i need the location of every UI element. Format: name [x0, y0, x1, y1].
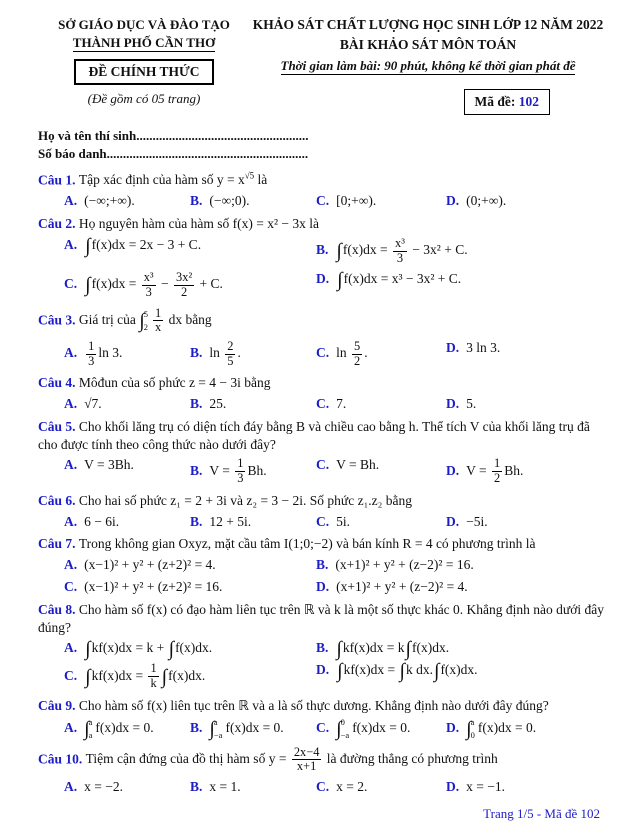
integral-sign: ∫ — [85, 638, 91, 661]
option-text: x = −1. — [466, 778, 505, 794]
option-B — [190, 191, 316, 211]
question-7 — [38, 535, 606, 596]
fraction — [174, 271, 194, 299]
option-D — [316, 269, 606, 301]
integral-upper-bound: 0 — [340, 716, 345, 727]
option-B — [190, 455, 316, 487]
option-text: −5i. — [466, 513, 488, 529]
fraction-numerator: 3x² — [176, 270, 193, 285]
option-A — [64, 777, 190, 797]
integral-bounds — [144, 310, 148, 332]
option-C — [316, 191, 446, 211]
fraction-numerator: 5 — [354, 338, 361, 353]
option-letter: C. — [64, 578, 78, 594]
question-10 — [38, 745, 606, 797]
integral-sign: ∫ — [336, 717, 342, 740]
option-letter: B. — [190, 395, 203, 411]
option-text: ∫f(x)dx = x³ − 3x² + C. — [337, 269, 462, 292]
options-row — [38, 455, 606, 487]
option-letter: D. — [446, 395, 460, 411]
fraction — [225, 340, 235, 368]
integral — [466, 718, 478, 740]
question-stem-text: Tập xác định của hàm số $y = x^{√5}$ là — [78, 170, 268, 188]
option-A — [64, 191, 190, 211]
options-row — [38, 512, 606, 532]
option-A — [64, 394, 190, 414]
option-text: V = 3Bh. — [84, 457, 134, 473]
fraction-numerator: 2 — [227, 338, 234, 353]
option-text: √7. — [84, 395, 102, 411]
option-letter: A. — [64, 557, 78, 573]
option-letter: C. — [64, 276, 78, 292]
page-footer: Trang 1/5 - Mã đề 102 — [483, 805, 600, 821]
radicand: 7 — [91, 395, 99, 411]
question-stem — [38, 171, 606, 189]
integral-upper-bound: 5 — [143, 308, 148, 319]
option-letter: A. — [64, 457, 78, 473]
question-stem-text: Cho hàm số f(x) liên tục trên ℝ và a là số thực dương. Khẳng định nào dưới đây đúng? — [78, 697, 549, 713]
question-8 — [38, 601, 606, 693]
option-text: ∫ a a f(x)dx = 0. — [84, 716, 154, 741]
option-C — [316, 512, 446, 532]
option-D — [446, 717, 606, 741]
option-letter: C. — [64, 667, 78, 683]
option-text: ∫kf(x)dx = k∫f(x)dx. — [336, 638, 450, 661]
option-letter: A. — [64, 640, 78, 656]
option-A — [64, 338, 190, 370]
integral — [139, 310, 151, 332]
integral-bounds — [471, 718, 475, 740]
option-text: [0;+∞). — [336, 193, 377, 209]
option-C — [64, 577, 316, 597]
question-stem-text: Cho hàm số f(x) có đạo hàm liên tục trên ℝ và k là một số thực khác 0. Khẳng định nào dưới đây đúng? — [38, 601, 604, 635]
option-text: ∫ a 0 f(x)dx = 0. — [466, 716, 537, 741]
option-letter: C. — [316, 778, 330, 794]
option-text: ln $\frac{5}{2}$ . — [336, 338, 368, 368]
question-label: Câu 1. — [38, 172, 79, 188]
fraction — [393, 237, 407, 265]
option-text: 12 + 5i. — [209, 513, 252, 529]
option-letter: D. — [446, 513, 460, 529]
option-text: ∫kf(x)dx = $\frac{1}{k}$ ∫f(x)dx. — [85, 661, 206, 691]
options-row — [38, 555, 606, 575]
question-4 — [38, 374, 606, 414]
question-label: Câu 4. — [38, 375, 79, 391]
integral-lower-bound: −a — [213, 730, 223, 741]
option-letter: D. — [446, 778, 460, 794]
option-text: 3 ln 3. — [466, 339, 501, 355]
question-stem-text: Cho khối lăng trụ có diện tích đáy bằng B và chiều cao bằng h. Thể tích V của khối lăng trụ đã cho được tính theo công thức nào dưới đây? — [38, 418, 590, 452]
option-text: (x+1)² + y² + (z−2)² = 16. — [335, 557, 474, 573]
official-exam-box: ĐỀ CHÍNH THỨC — [74, 59, 213, 85]
option-text: x = 1. — [209, 778, 241, 794]
question-stem — [38, 697, 606, 715]
option-letter: D. — [316, 578, 330, 594]
option-letter: D. — [316, 662, 330, 678]
question-label: Câu 9. — [38, 697, 79, 713]
question-label: Câu 5. — [38, 418, 79, 434]
superscript: √5 — [244, 170, 255, 181]
options-row — [38, 338, 606, 370]
option-letter: A. — [64, 395, 78, 411]
exam-code-value: 102 — [518, 93, 539, 109]
fraction — [86, 340, 96, 368]
question-stem-text: Cho hai số phức z₁ = 2 + 3i và z₂ = 3 − 2i. Số phức z₁.z₂ bằng — [78, 492, 413, 508]
fraction — [235, 457, 245, 485]
option-text: 25. — [209, 395, 227, 411]
option-text: ln $\frac{2}{5}$ . — [209, 338, 241, 368]
option-C — [316, 777, 446, 797]
question-stem — [38, 306, 606, 336]
option-letter: A. — [64, 193, 78, 209]
exam-duration: Thời gian làm bài: 90 phút, không kể thời gian phát đề — [280, 57, 576, 73]
fraction-denominator: 3 — [88, 353, 95, 368]
option-C — [64, 660, 316, 692]
options-row — [38, 638, 606, 661]
option-letter: B. — [316, 640, 329, 656]
option-text: (−∞;+∞). — [84, 193, 135, 209]
fraction-numerator: 2x−4 — [293, 744, 320, 759]
option-letter: A. — [64, 719, 78, 735]
option-text: (−∞;0). — [209, 193, 250, 209]
question-stem — [38, 374, 606, 392]
option-B — [316, 638, 606, 661]
option-letter: C. — [316, 395, 330, 411]
option-A — [64, 555, 316, 575]
fraction — [492, 457, 502, 485]
integral-lower-bound: 2 — [143, 322, 148, 333]
option-A — [64, 638, 316, 661]
option-text: V = Bh. — [336, 457, 380, 473]
exam-code-label: Mã đề: — [474, 93, 516, 109]
fraction-denominator: k — [150, 676, 157, 691]
option-letter: C. — [316, 513, 330, 529]
options-row — [38, 577, 606, 597]
option-letter: C. — [316, 345, 330, 361]
integral-sign: ∫ — [84, 717, 90, 740]
question-label: Câu 6. — [38, 492, 79, 508]
integral-upper-bound: a — [470, 716, 475, 727]
option-C — [316, 338, 446, 370]
fraction-numerator: 1 — [154, 305, 162, 320]
question-6 — [38, 492, 606, 532]
integral-sign: ∫ — [209, 717, 215, 740]
option-D — [446, 512, 606, 532]
question-stem-text: Họ nguyên hàm của hàm số f(x) = x² − 3x là — [78, 216, 319, 232]
option-text: ∫ 0 −a f(x)dx = 0. — [336, 716, 411, 741]
integral-sign: ∫ — [336, 240, 342, 263]
option-text: 5i. — [336, 513, 351, 529]
option-D — [446, 191, 606, 211]
exam-subject: BÀI KHẢO SÁT MÔN TOÁN — [339, 36, 517, 52]
fraction-numerator: x³ — [143, 270, 154, 285]
options-row — [38, 235, 606, 267]
option-letter: B. — [190, 778, 203, 794]
option-text: (x−1)² + y² + (z+2)² = 16. — [84, 578, 223, 594]
option-text: ∫f(x)dx = $\frac{\text{x³}}{3}$ − 3x² + C. — [336, 235, 468, 265]
integral-sign: ∫ — [336, 638, 342, 661]
integral-sign: ∫ — [85, 274, 91, 297]
pages-note: (Đề gồm có 05 trang) — [87, 91, 201, 107]
fraction-denominator: x+1 — [296, 759, 317, 774]
integral-bounds — [341, 718, 350, 740]
option-D — [446, 338, 606, 370]
option-letter: B. — [316, 557, 329, 573]
option-B — [190, 777, 316, 797]
integral-sign: ∫ — [405, 638, 411, 661]
option-B — [190, 717, 316, 741]
integral-bounds — [89, 718, 93, 740]
option-D — [446, 394, 606, 414]
fraction — [292, 746, 322, 774]
option-B — [190, 394, 316, 414]
questions — [38, 171, 606, 797]
option-letter: C. — [316, 719, 330, 735]
fraction-denominator: 3 — [237, 471, 244, 486]
option-letter: A. — [64, 778, 78, 794]
fraction-numerator: 1 — [494, 456, 501, 471]
option-text: ∫f(x)dx = 2x − 3 + C. — [85, 234, 202, 257]
fraction — [148, 662, 158, 690]
fraction-numerator: x³ — [394, 235, 405, 250]
options-row — [38, 394, 606, 414]
option-text: ∫kf(x)dx = k + ∫f(x)dx. — [85, 638, 213, 661]
question-3 — [38, 306, 606, 371]
option-A — [64, 455, 190, 487]
options-row — [38, 717, 606, 741]
option-A — [64, 512, 190, 532]
option-C — [316, 717, 446, 741]
header-left — [38, 16, 250, 115]
option-letter: B. — [316, 242, 329, 258]
option-letter: A. — [64, 345, 78, 361]
integral-sign: ∫ — [85, 665, 91, 688]
option-letter: A. — [64, 236, 78, 252]
official-box-wrap — [38, 52, 250, 85]
integral-sign: ∫ — [168, 638, 175, 661]
option-A — [64, 235, 316, 267]
option-letter: B. — [190, 345, 203, 361]
integral — [209, 718, 225, 740]
candidate-section — [38, 127, 606, 163]
header — [38, 16, 606, 115]
integral-sign: ∫ — [466, 717, 472, 740]
option-text: (0;+∞). — [466, 193, 507, 209]
integral-upper-bound: a — [88, 716, 93, 727]
fraction-denominator: 3 — [145, 284, 152, 299]
integral-lower-bound: 0 — [470, 730, 475, 741]
question-stem-text: Môđun của số phức z = 4 − 3i bằng — [78, 375, 271, 391]
option-B — [190, 338, 316, 370]
option-text: ∫ a −a f(x)dx = 0. — [209, 716, 284, 741]
fraction-denominator: 2 — [181, 284, 188, 299]
integral-bounds — [214, 718, 223, 740]
option-text: (x+1)² + y² + (z−2)² = 4. — [336, 578, 468, 594]
question-9 — [38, 697, 606, 741]
option-C — [316, 455, 446, 487]
option-text: (x−1)² + y² + (z+2)² = 4. — [84, 557, 216, 573]
question-5 — [38, 418, 606, 488]
fraction — [142, 271, 156, 299]
candidate-name-line: Họ và tên thí sinh..................................................... — [38, 127, 309, 143]
fraction-denominator: 3 — [396, 250, 404, 265]
option-D — [316, 660, 606, 692]
integral-sign: ∫ — [85, 234, 91, 257]
option-text: x = 2. — [336, 778, 368, 794]
option-B — [316, 235, 606, 267]
option-C — [64, 269, 316, 301]
question-stem — [38, 745, 606, 775]
option-letter: A. — [64, 513, 78, 529]
option-letter: C. — [316, 193, 330, 209]
integral-sign: ∫ — [399, 660, 405, 683]
option-letter: B. — [190, 193, 203, 209]
header-right — [250, 16, 606, 115]
question-stem-text: Tiệm cận đứng của đồ thị hàm số y = $\frac{2x-4}{x+1}$ là đường thẳng có phương trình — [85, 744, 498, 774]
exam-code-row — [250, 89, 606, 115]
option-letter: D. — [446, 193, 460, 209]
option-text: $\frac{1}{3}$ ln 3. — [88, 338, 123, 368]
option-A — [64, 717, 190, 741]
options-row — [38, 191, 606, 211]
option-B — [190, 512, 316, 532]
question-stem — [38, 535, 606, 553]
radical-sign: √ — [84, 395, 92, 411]
option-text: 5. — [466, 395, 477, 411]
option-text: 6 − 6i. — [84, 513, 120, 529]
question-stem — [38, 418, 606, 454]
options-row — [38, 777, 606, 797]
exam-title: KHẢO SÁT CHẤT LƯỢNG HỌC SINH LỚP 12 NĂM 2022 — [252, 17, 604, 32]
option-text: x = −2. — [84, 778, 123, 794]
fraction-numerator: 1 — [150, 661, 157, 676]
integral-sign: ∫ — [161, 665, 168, 688]
candidate-id-line: Số báo danh.............................................................. — [38, 145, 309, 161]
option-text: V = $\frac{1}{2}$ Bh. — [466, 456, 524, 486]
option-text: ∫kf(x)dx = ∫k dx.∫f(x)dx. — [337, 660, 478, 683]
question-1 — [38, 171, 606, 211]
integral-lower-bound: a — [88, 730, 93, 741]
question-2 — [38, 215, 606, 301]
option-text: 7. — [336, 395, 347, 411]
option-text: ∫f(x)dx = $\frac{\text{x³}}{3}$ − $\frac{\text{3x²}}{2}$ + C. — [85, 270, 223, 299]
org-name-line2: THÀNH PHỐ CẦN THƠ — [72, 35, 216, 51]
fraction-denominator: x — [154, 320, 162, 335]
org-name-line1: SỞ GIÁO DỤC VÀ ĐÀO TẠO — [58, 17, 230, 32]
option-D — [316, 577, 606, 597]
option-letter: B. — [190, 719, 203, 735]
fraction-numerator: 1 — [88, 338, 95, 353]
integral-sign: ∫ — [337, 660, 343, 683]
options-row — [38, 660, 606, 692]
question-label: Câu 7. — [38, 536, 79, 552]
question-stem — [38, 215, 606, 233]
integral-lower-bound: −a — [340, 730, 350, 741]
fraction-numerator: 1 — [237, 456, 244, 471]
option-D — [446, 777, 606, 797]
fraction — [352, 340, 362, 368]
option-letter: B. — [190, 462, 203, 478]
integral-sign: ∫ — [139, 309, 145, 332]
integral — [84, 718, 95, 740]
question-label: Câu 10. — [38, 750, 86, 766]
question-stem-text: Giá trị của ∫ 5 2 $\frac{1}{x}$ dx bằng — [78, 305, 212, 335]
option-letter: B. — [190, 513, 203, 529]
question-stem — [38, 601, 606, 637]
integral-sign: ∫ — [433, 660, 440, 683]
option-D — [446, 455, 606, 487]
question-stem-text: Trong không gian Oxyz, mặt cầu tâm I(1;0;−2) và bán kính R = 4 có phương trình là — [78, 536, 536, 552]
option-letter: D. — [316, 271, 330, 287]
option-letter: C. — [316, 457, 330, 473]
fraction-denominator: 2 — [354, 353, 361, 368]
option-B — [316, 555, 606, 575]
options-row — [38, 269, 606, 301]
fraction-denominator: 2 — [494, 471, 501, 486]
integral — [336, 718, 352, 740]
option-letter: D. — [446, 339, 460, 355]
option-C — [316, 394, 446, 414]
fraction — [153, 307, 163, 335]
question-label: Câu 3. — [38, 311, 79, 327]
option-text: V = $\frac{1}{3}$ Bh. — [209, 456, 267, 486]
question-label: Câu 8. — [38, 601, 79, 617]
question-stem — [38, 492, 606, 510]
question-label: Câu 2. — [38, 216, 79, 232]
option-letter: D. — [446, 719, 460, 735]
integral-sign: ∫ — [337, 269, 343, 292]
integral-upper-bound: a — [213, 716, 218, 727]
option-letter: D. — [446, 462, 460, 478]
exam-code-box — [464, 89, 551, 115]
fraction-denominator: 5 — [227, 353, 234, 368]
